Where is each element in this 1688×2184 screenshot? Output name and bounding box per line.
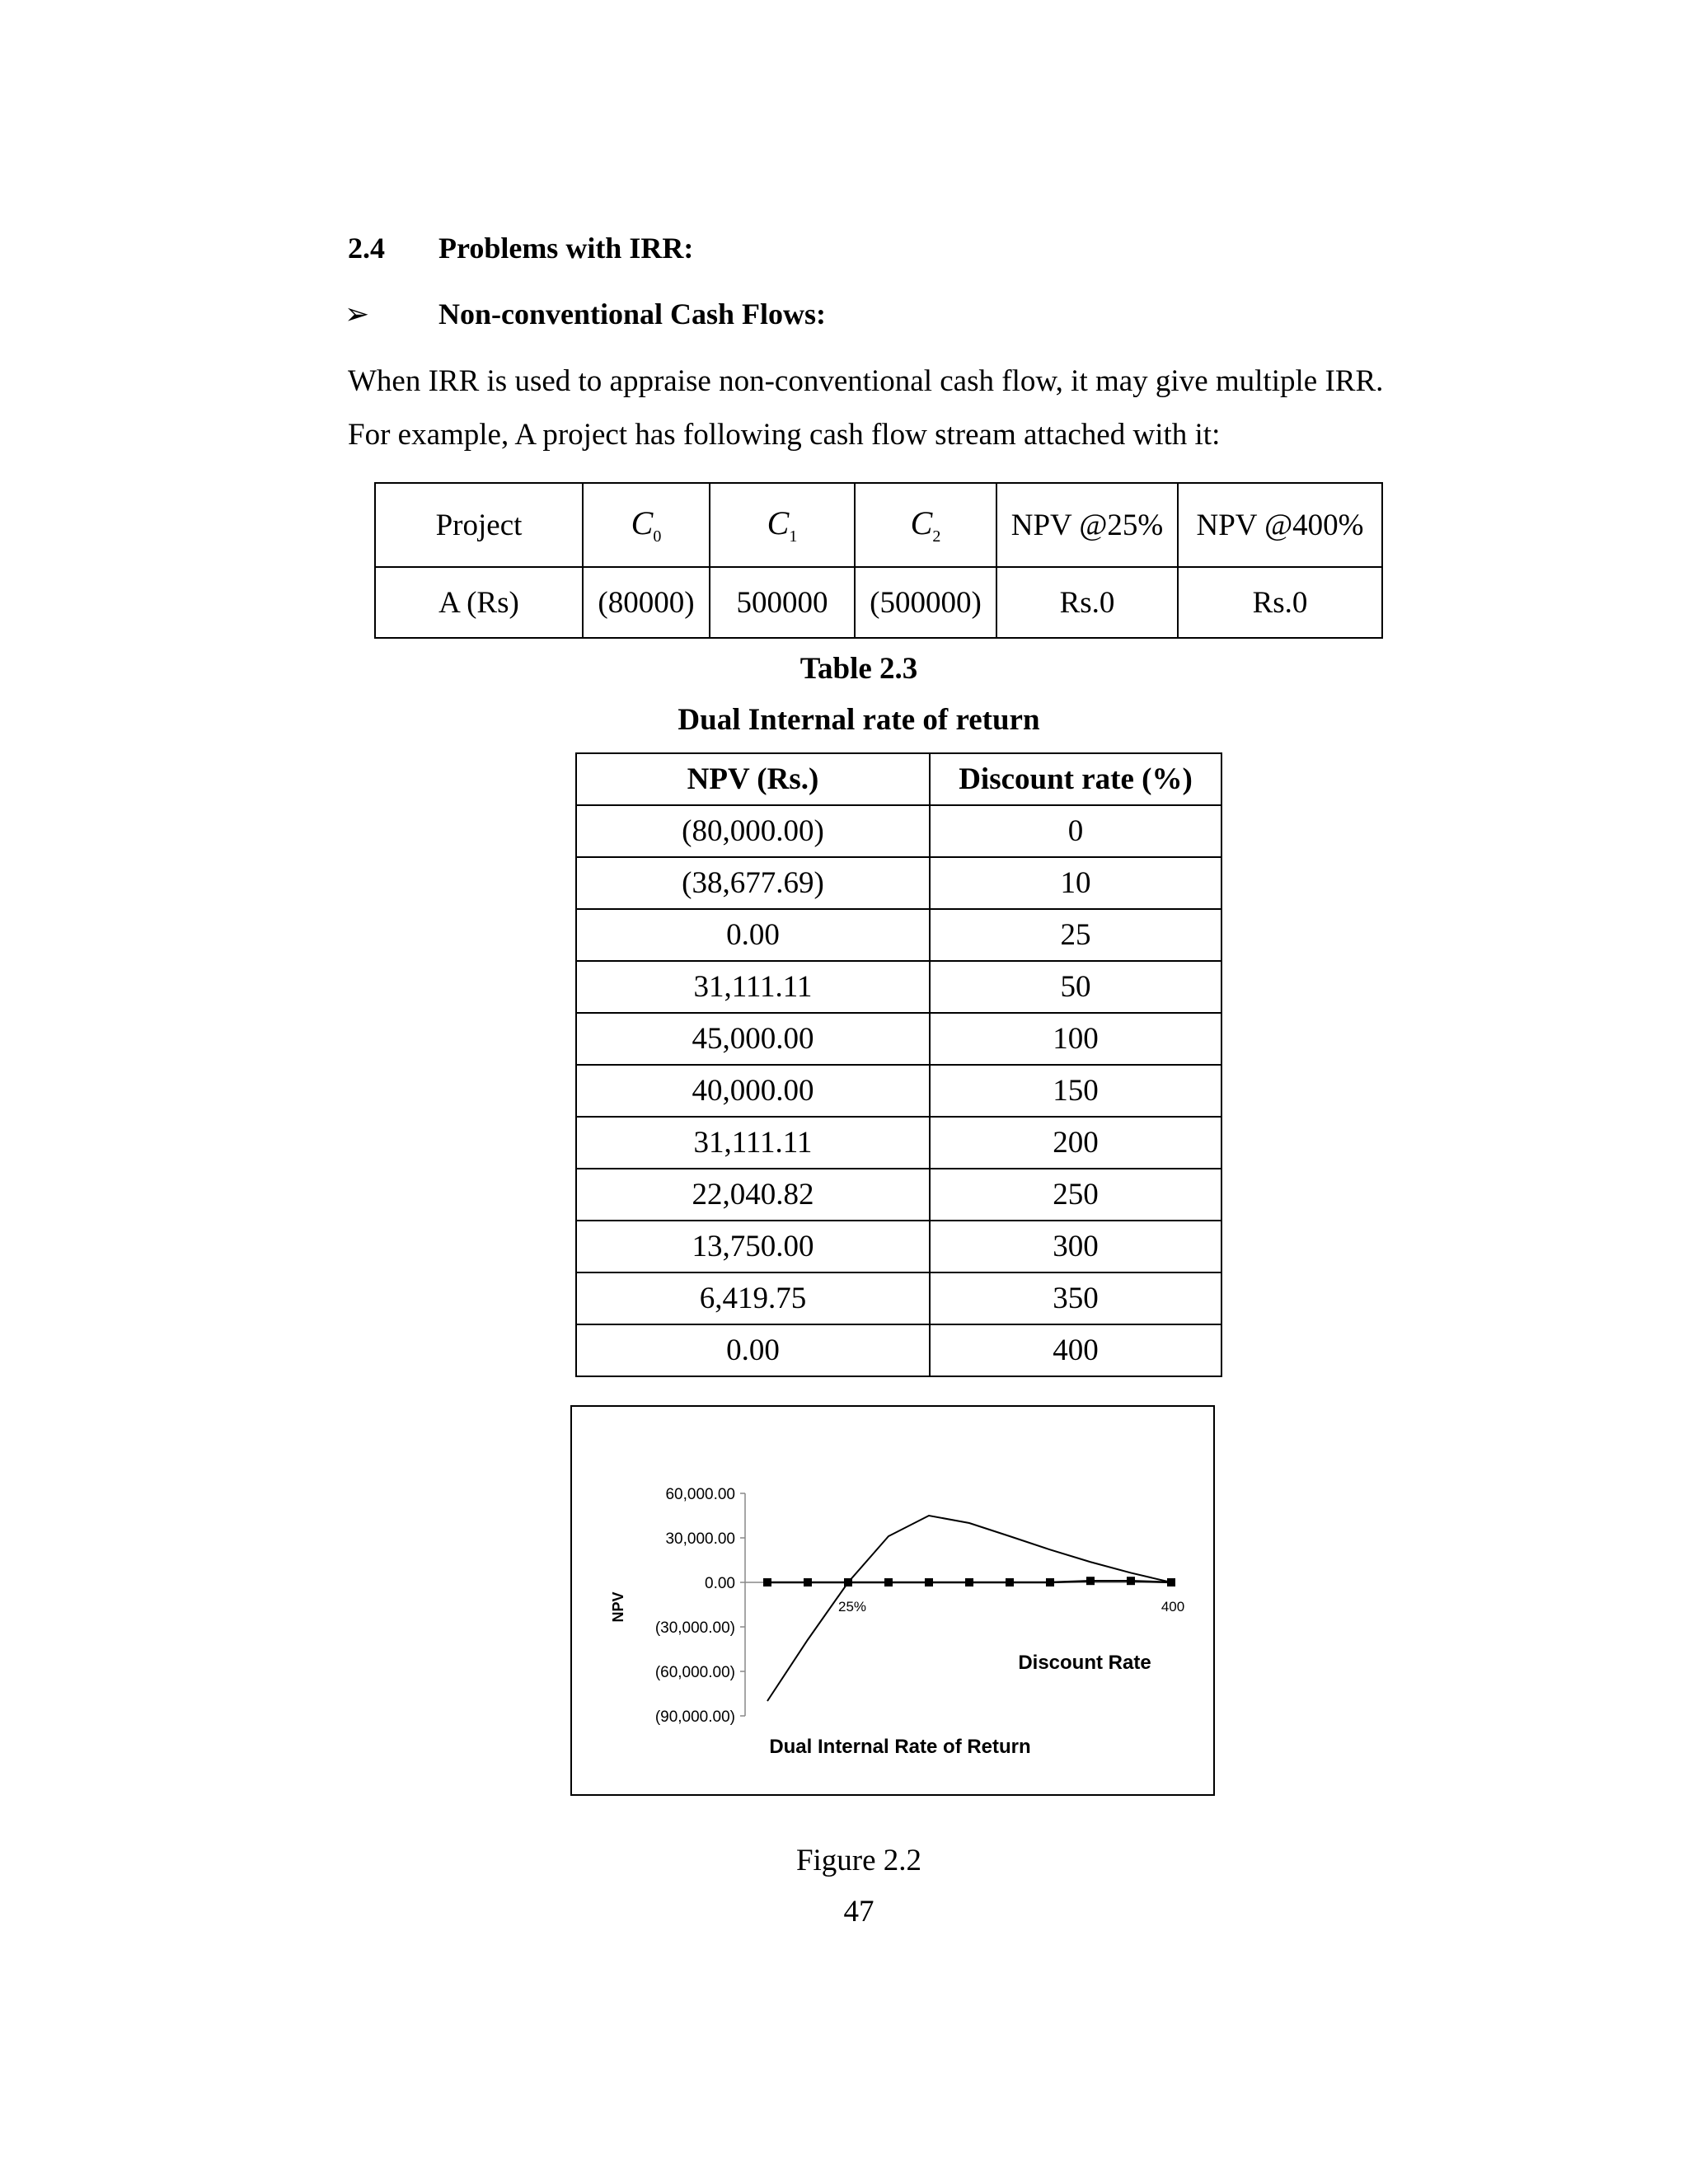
table-row: [576, 1221, 1221, 1272]
npv-cell: 0.00: [576, 909, 930, 961]
square-marker: [763, 1578, 771, 1586]
npv-cell: 45,000.00: [576, 1013, 930, 1065]
y-tick-label: (30,000.00): [654, 1619, 735, 1637]
npv-discount-table: [575, 752, 1222, 1377]
table-row: [576, 857, 1221, 909]
cash-flow-header-row: [375, 483, 1382, 567]
figure-caption: Figure 2.2: [795, 1844, 922, 1877]
rate-cell: 400: [930, 1324, 1221, 1376]
table-row: [576, 1065, 1221, 1117]
rate-cell: 100: [930, 1013, 1221, 1065]
rate-cell: 200: [930, 1117, 1221, 1169]
y-tick-label: 30,000.00: [665, 1530, 735, 1548]
rate-cell: 0: [930, 805, 1221, 857]
table-row: [576, 961, 1221, 1013]
table-row: [576, 909, 1221, 961]
y-tick-label: (60,000.00): [654, 1664, 735, 1681]
square-marker: [925, 1578, 933, 1586]
square-marker: [1167, 1578, 1175, 1586]
bullet-arrow-icon: ➢: [345, 298, 370, 330]
npv-cell: 31,111.11: [576, 961, 930, 1013]
square-marker: [804, 1578, 812, 1586]
rate-cell: 250: [930, 1169, 1221, 1221]
header-discount-rate: Discount rate (%): [930, 753, 1221, 805]
table-row: [576, 1272, 1221, 1324]
header-project: Project: [375, 483, 583, 567]
npv-cell: 31,111.11: [576, 1117, 930, 1169]
rate-cell: 150: [930, 1065, 1221, 1117]
npv-cell: 0.00: [576, 1324, 930, 1376]
header-c1: $C_1$: [710, 483, 855, 567]
cell-c2: (500000): [855, 567, 996, 638]
cash-flow-table: [374, 482, 1383, 639]
rate-cell: 50: [930, 961, 1221, 1013]
table-number: Table 2.3: [799, 652, 918, 686]
cell-c0: (80000): [583, 567, 710, 638]
npv-table-header-row: [576, 753, 1221, 805]
npv-cell: 22,040.82: [576, 1169, 930, 1221]
header-npv: NPV (Rs.): [576, 753, 930, 805]
cash-flow-data-row: [375, 567, 1382, 638]
x-tick-label: 400: [1160, 1599, 1185, 1615]
header-npv-25: NPV @25%: [996, 483, 1178, 567]
y-axis-label: NPV: [610, 1591, 626, 1623]
paragraph-line-2: For example, A project has following cash flow stream attached with it:: [348, 418, 1221, 452]
table-row: [576, 1169, 1221, 1221]
table-row: [576, 1324, 1221, 1376]
chart-title: Dual Internal Rate of Return: [769, 1736, 1031, 1758]
table-row: [576, 1117, 1221, 1169]
npv-chart: [570, 1405, 1215, 1796]
npv-cell: 6,419.75: [576, 1272, 930, 1324]
paragraph-line-1: When IRR is used to appraise non-conventional cash flow, it may give multiple IRR.: [348, 364, 1384, 398]
header-c0: $C_0$: [583, 483, 710, 567]
rate-cell: 350: [930, 1272, 1221, 1324]
rate-cell: 300: [930, 1221, 1221, 1272]
square-marker: [1046, 1578, 1054, 1586]
header-c2: $C_2$: [855, 483, 996, 567]
cell-npv-400: Rs.0: [1178, 567, 1382, 638]
square-marker: [1006, 1578, 1014, 1586]
square-marker: [1127, 1577, 1135, 1585]
npv-cell: 40,000.00: [576, 1065, 930, 1117]
cell-npv-25: Rs.0: [996, 567, 1178, 638]
y-tick-label: (90,000.00): [654, 1708, 735, 1726]
section-number: 2.4: [348, 232, 385, 265]
subsection-title: Non-conventional Cash Flows:: [438, 298, 827, 330]
table-row: [576, 805, 1221, 857]
npv-chart-svg: [572, 1407, 1213, 1794]
square-marker: [965, 1578, 973, 1586]
intro-paragraph: [348, 354, 1419, 462]
table-title: Dual Internal rate of return: [678, 703, 1040, 737]
npv-cell: (38,677.69): [576, 857, 930, 909]
cell-project: A (Rs): [375, 567, 583, 638]
x-axis-label: Discount Rate: [1018, 1652, 1151, 1674]
npv-cell: 13,750.00: [576, 1221, 930, 1272]
rate-cell: 25: [930, 909, 1221, 961]
square-marker: [1086, 1577, 1095, 1585]
square-marker: [884, 1578, 893, 1586]
page-number: 47: [843, 1895, 874, 1929]
rate-cell: 10: [930, 857, 1221, 909]
x-axis: [745, 1582, 1184, 1615]
section-title: Problems with IRR:: [438, 232, 694, 265]
y-axis: [655, 1486, 745, 1726]
y-tick-label: 60,000.00: [665, 1486, 735, 1503]
header-npv-400: NPV @400%: [1178, 483, 1382, 567]
square-marker: [844, 1578, 852, 1586]
table-row: [576, 1013, 1221, 1065]
y-tick-label: 0.00: [705, 1575, 735, 1592]
npv-cell: (80,000.00): [576, 805, 930, 857]
cell-c1: 500000: [710, 567, 855, 638]
x-tick-label: 25%: [838, 1599, 867, 1615]
